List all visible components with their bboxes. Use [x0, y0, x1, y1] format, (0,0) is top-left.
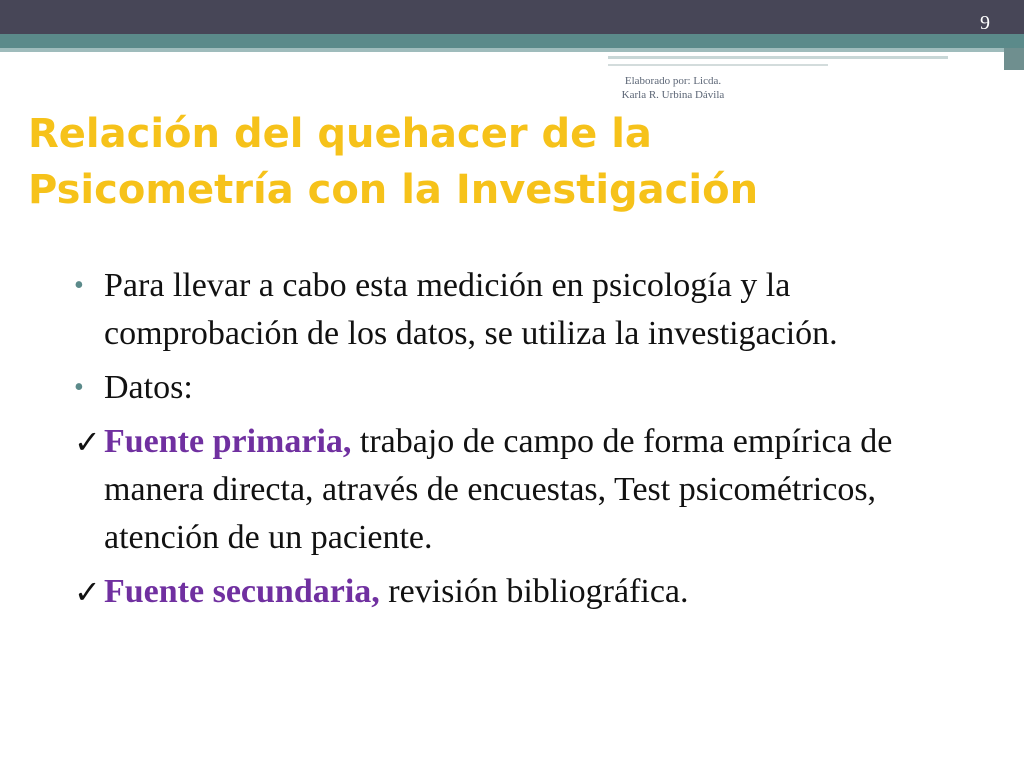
check-term: Fuente secundaria,	[104, 573, 380, 610]
check-item	[74, 568, 954, 616]
author-credit	[598, 74, 748, 102]
check-term: Fuente primaria,	[104, 423, 352, 460]
bullet-icon: •	[74, 372, 84, 403]
teal-light-band	[0, 48, 1024, 52]
bullet-text: Para llevar a cabo esta medición en psicología y la comprobación de los datos, se utiliza la investigación.	[104, 267, 838, 352]
check-item	[74, 418, 954, 562]
check-text: revisión bibliográfica.	[379, 573, 689, 610]
decorative-block	[1004, 48, 1024, 70]
author-line: Karla R. Urbina Dávila	[621, 89, 725, 101]
bullet-item	[74, 364, 954, 412]
decorative-line	[608, 64, 828, 66]
title-line: Relación del quehacer de la	[28, 111, 652, 157]
slide-title	[28, 106, 968, 218]
bullet-text: Datos:	[104, 369, 193, 406]
checkmark-icon: ✓	[74, 574, 101, 610]
title-line: Psicometría con la Investigación	[28, 167, 759, 213]
check-text: trabajo de campo de forma empírica de manera directa, através de encuestas, Test psicométricos, atención de un paciente.	[104, 423, 893, 556]
slide-number: 9	[980, 12, 990, 34]
author-line: Elaborado por: Licda.	[624, 75, 722, 87]
bullet-item	[74, 262, 954, 358]
slide-body	[74, 262, 954, 622]
decorative-line	[608, 56, 948, 59]
top-banner	[0, 0, 1024, 34]
checkmark-icon: ✓	[74, 424, 101, 460]
teal-accent-band	[0, 34, 1024, 48]
bullet-icon: •	[74, 270, 84, 301]
